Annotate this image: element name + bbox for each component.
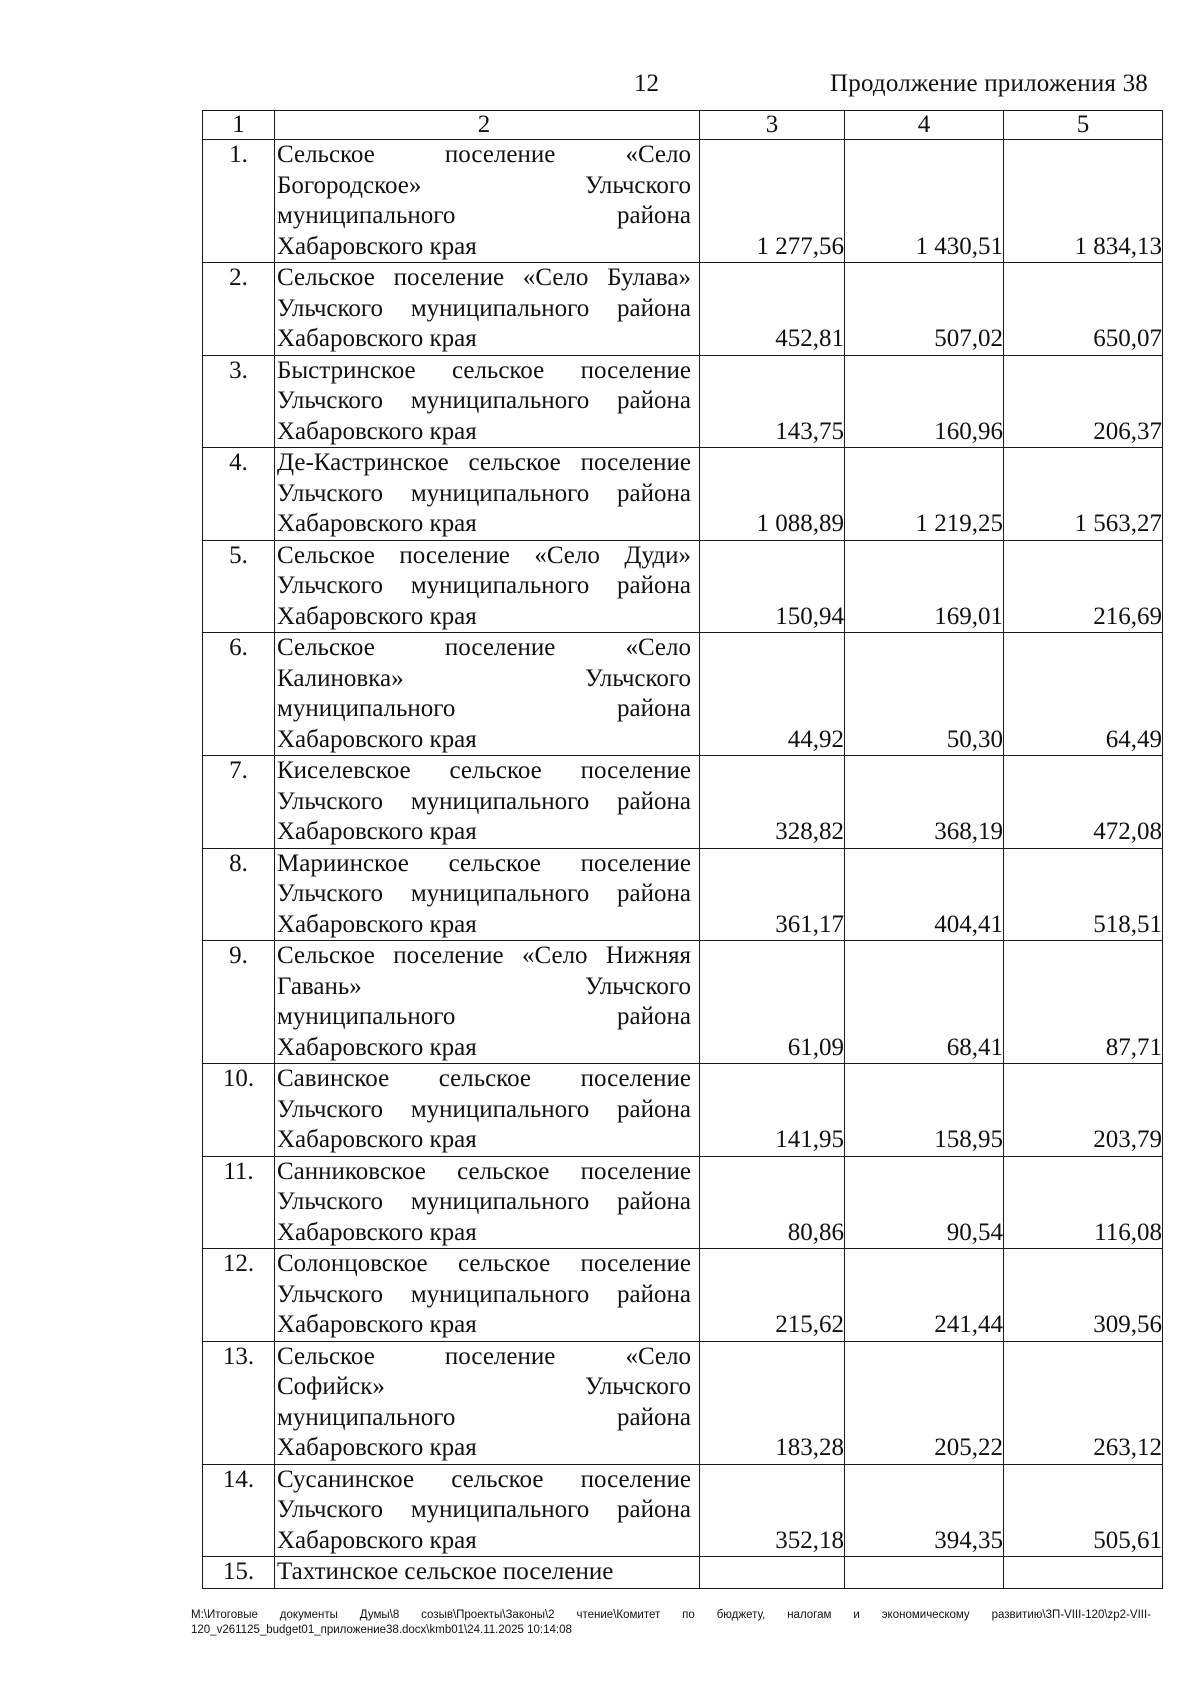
value-col-3: 215,62 — [700, 1249, 845, 1342]
settlement-name-line: Хабаровского края — [277, 725, 477, 753]
value-col-5: 1 563,27 — [1004, 448, 1163, 541]
value-col-4: 404,41 — [845, 848, 1004, 941]
settlement-name-line: Киселевское сельское поселение — [277, 757, 691, 784]
value-col-5: 518,51 — [1004, 848, 1163, 941]
settlement-name-line: Сельское поселение «Село — [277, 634, 691, 661]
file-path-footer: M:\Итоговые документы Думы\8 созыв\Проекты\Законы\2 чтение\Комитет по бюджету, налогам и экономическому развитию\3П-VIII-120\zp2-VIII-120_v261125_budget01_приложение38.docx\kmb01\24.11.2025 10:14:08 — [191, 1609, 1151, 1636]
settlement-name — [275, 1464, 700, 1557]
value-col-5: 309,56 — [1004, 1249, 1163, 1342]
value-col-5: 472,08 — [1004, 756, 1163, 849]
table-row — [203, 355, 1163, 448]
settlement-name-line: Быстринское сельское поселение — [277, 356, 691, 384]
column-header: 2 — [275, 111, 700, 140]
table-row — [203, 633, 1163, 756]
value-col-5: 216,69 — [1004, 540, 1163, 633]
settlement-name — [275, 1557, 700, 1589]
settlement-name — [275, 633, 700, 756]
settlement-name-line: Сусанинское сельское поселение — [277, 1465, 691, 1493]
row-number: 5. — [203, 540, 275, 633]
settlement-name-line: Хабаровского края — [277, 325, 477, 352]
settlement-name — [275, 848, 700, 941]
value-col-5: 203,79 — [1004, 1064, 1163, 1157]
settlement-name-line: Санниковское сельское поселение — [277, 1157, 691, 1185]
table-row — [203, 1464, 1163, 1557]
settlement-name-line: муниципального района — [277, 202, 691, 229]
table-row — [203, 1249, 1163, 1342]
value-col-3: 352,18 — [700, 1464, 845, 1557]
row-number: 7. — [203, 756, 275, 849]
column-header: 5 — [1004, 111, 1163, 140]
settlement-name-line: Де-Кастринское сельское поселение — [277, 449, 691, 476]
row-number: 1. — [203, 140, 275, 263]
continuation-heading: Продолжение приложения 38 — [829, 70, 1148, 97]
value-col-3: 328,82 — [700, 756, 845, 849]
value-col-5: 505,61 — [1004, 1464, 1163, 1557]
settlement-name-line: Хабаровского края — [277, 910, 477, 938]
value-col-3: 361,17 — [700, 848, 845, 941]
settlement-name-line: Хабаровского края — [277, 1033, 477, 1061]
settlement-name-line: Хабаровского края — [277, 510, 477, 537]
settlement-name — [275, 355, 700, 448]
budget-table — [202, 110, 1163, 1589]
settlement-name-line: Хабаровского края — [277, 232, 477, 260]
row-number: 10. — [203, 1064, 275, 1157]
settlement-name-line: Ульчского муниципального района — [277, 479, 691, 507]
row-number: 13. — [203, 1341, 275, 1464]
settlement-name — [275, 941, 700, 1064]
settlement-name-line: Калиновка» Ульчского — [277, 664, 691, 692]
settlement-name-line: Ульчского муниципального района — [277, 1188, 691, 1215]
table-row — [203, 1557, 1163, 1589]
table-row — [203, 941, 1163, 1064]
column-header: 4 — [845, 111, 1004, 140]
settlement-name-line: Ульчского муниципального района — [277, 1280, 691, 1308]
row-number: 15. — [203, 1557, 275, 1589]
table-row — [203, 1341, 1163, 1464]
row-number: 4. — [203, 448, 275, 541]
value-col-5: 650,07 — [1004, 263, 1163, 356]
settlement-name — [275, 448, 700, 541]
value-col-5 — [1004, 1557, 1163, 1589]
settlement-name-line: Гавань» Ульчского — [277, 972, 691, 1000]
settlement-name — [275, 140, 700, 263]
row-number: 12. — [203, 1249, 275, 1342]
settlement-name-line: Мариинское сельское поселение — [277, 849, 691, 877]
row-number: 14. — [203, 1464, 275, 1557]
value-col-3: 183,28 — [700, 1341, 845, 1464]
value-col-5: 263,12 — [1004, 1341, 1163, 1464]
value-col-3: 1 277,56 — [700, 140, 845, 263]
value-col-4: 1 219,25 — [845, 448, 1004, 541]
value-col-4: 394,35 — [845, 1464, 1004, 1557]
table-row — [203, 848, 1163, 941]
value-col-3: 61,09 — [700, 941, 845, 1064]
value-col-4: 50,30 — [845, 633, 1004, 756]
settlement-name-line: Ульчского муниципального района — [277, 387, 691, 414]
settlement-name-line: Ульчского муниципального района — [277, 880, 691, 907]
row-number: 8. — [203, 848, 275, 941]
settlement-name — [275, 1249, 700, 1342]
value-col-4: 507,02 — [845, 263, 1004, 356]
settlement-name-line: муниципального района — [277, 1403, 691, 1431]
value-col-4: 169,01 — [845, 540, 1004, 633]
table-row — [203, 756, 1163, 849]
column-header: 1 — [203, 111, 275, 140]
table-row — [203, 1064, 1163, 1157]
settlement-name-line: Сельское поселение «Село Дуди» — [277, 541, 691, 569]
settlement-name-line: Сельское поселение «Село — [277, 141, 691, 168]
table-row — [203, 448, 1163, 541]
settlement-name-line: Хабаровского края — [277, 1126, 477, 1153]
value-col-4: 205,22 — [845, 1341, 1004, 1464]
settlement-name-line: Солонцовское сельское поселение — [277, 1250, 691, 1277]
value-col-4: 90,54 — [845, 1156, 1004, 1249]
settlement-name — [275, 540, 700, 633]
value-col-3: 141,95 — [700, 1064, 845, 1157]
settlement-name-line: муниципального района — [277, 695, 691, 722]
settlement-name-line: Ульчского муниципального района — [277, 787, 691, 815]
value-col-3: 143,75 — [700, 355, 845, 448]
settlement-name — [275, 1341, 700, 1464]
settlement-name — [275, 263, 700, 356]
value-col-4 — [845, 1557, 1004, 1589]
value-col-5: 116,08 — [1004, 1156, 1163, 1249]
settlement-name-line: Ульчского муниципального района — [277, 1095, 691, 1123]
table-row — [203, 540, 1163, 633]
settlement-name-line: Хабаровского края — [277, 1218, 477, 1246]
value-col-5: 206,37 — [1004, 355, 1163, 448]
value-col-4: 1 430,51 — [845, 140, 1004, 263]
settlement-name-line: Богородское» Ульчского — [277, 171, 691, 199]
value-col-5: 64,49 — [1004, 633, 1163, 756]
settlement-name-line: Хабаровского края — [277, 1526, 477, 1554]
value-col-3: 452,81 — [700, 263, 845, 356]
settlement-name-line: Хабаровского края — [277, 818, 477, 845]
settlement-name-line: Хабаровского края — [277, 1434, 477, 1461]
settlement-name — [275, 1156, 700, 1249]
value-col-3 — [700, 1557, 845, 1589]
value-col-3: 80,86 — [700, 1156, 845, 1249]
settlement-name-line: Ульчского муниципального района — [277, 294, 691, 322]
value-col-5: 1 834,13 — [1004, 140, 1163, 263]
value-col-5: 87,71 — [1004, 941, 1163, 1064]
value-col-3: 44,92 — [700, 633, 845, 756]
page-number: 12 — [634, 70, 659, 97]
settlement-name-line: Ульчского муниципального района — [277, 1496, 691, 1523]
settlement-name-line: Хабаровского края — [277, 1311, 477, 1338]
table-row — [203, 1156, 1163, 1249]
settlement-name-line: Хабаровского края — [277, 602, 477, 630]
table-row — [203, 263, 1163, 356]
table-row — [203, 140, 1163, 263]
row-number: 2. — [203, 263, 275, 356]
row-number: 11. — [203, 1156, 275, 1249]
column-number-row — [203, 111, 1163, 140]
settlement-name-line: Сельское поселение «Село Нижняя — [277, 942, 691, 969]
value-col-4: 241,44 — [845, 1249, 1004, 1342]
settlement-name-line: Сельское поселение «Село — [277, 1342, 691, 1370]
settlement-name-line: Хабаровского края — [277, 417, 477, 445]
settlement-name — [275, 1064, 700, 1157]
settlement-name-line: Ульчского муниципального района — [277, 572, 691, 599]
value-col-3: 1 088,89 — [700, 448, 845, 541]
value-col-3: 150,94 — [700, 540, 845, 633]
settlement-name-line: Савинское сельское поселение — [277, 1065, 691, 1092]
value-col-4: 368,19 — [845, 756, 1004, 849]
value-col-4: 68,41 — [845, 941, 1004, 1064]
value-col-4: 158,95 — [845, 1064, 1004, 1157]
settlement-name-line: Тахтинское сельское поселение — [277, 1558, 614, 1585]
settlement-name-line: Сельское поселение «Село Булава» — [277, 264, 691, 291]
row-number: 3. — [203, 355, 275, 448]
row-number: 9. — [203, 941, 275, 1064]
settlement-name-line: Софийск» Ульчского — [277, 1373, 691, 1400]
settlement-name — [275, 756, 700, 849]
value-col-4: 160,96 — [845, 355, 1004, 448]
settlement-name-line: муниципального района — [277, 1003, 691, 1030]
row-number: 6. — [203, 633, 275, 756]
column-header: 3 — [700, 111, 845, 140]
